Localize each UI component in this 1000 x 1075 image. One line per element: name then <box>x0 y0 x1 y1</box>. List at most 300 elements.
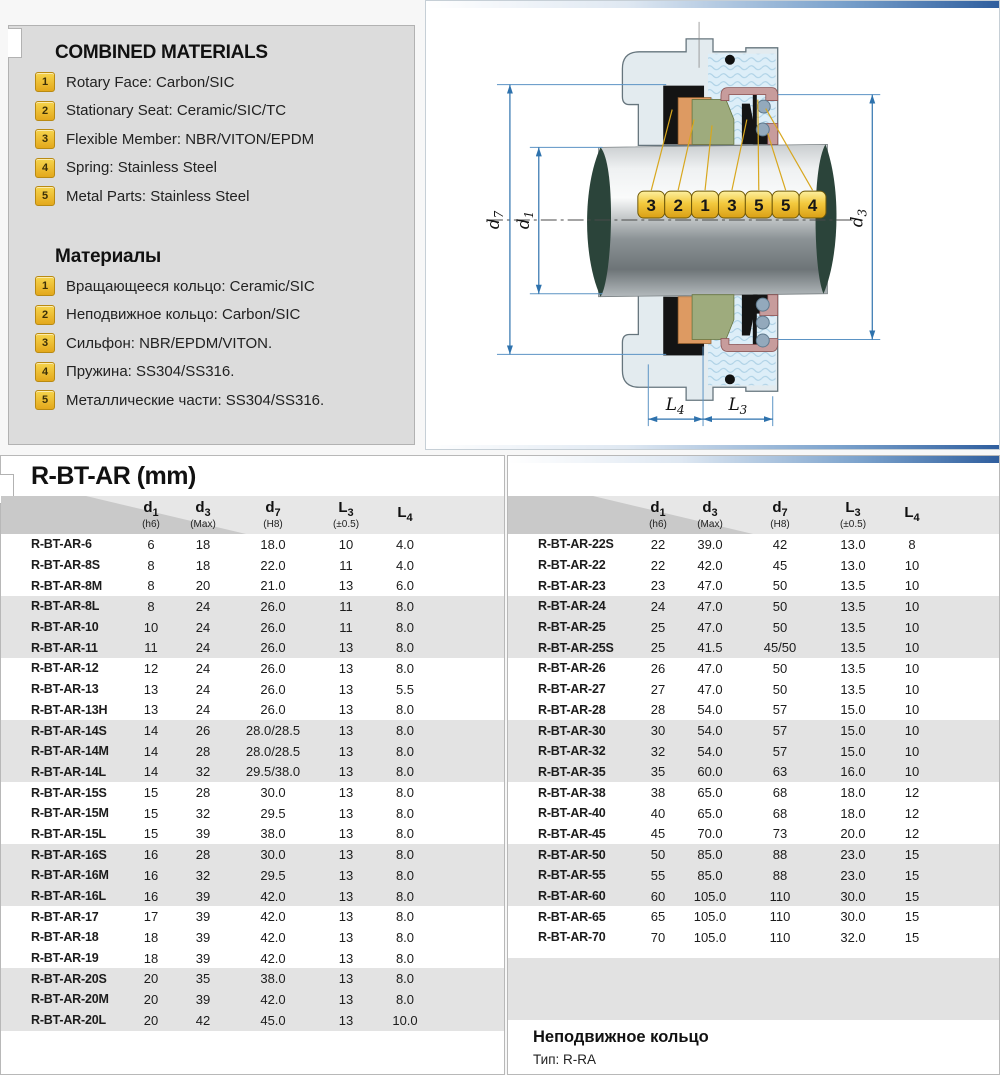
model-cell: R-BT-AR-16M <box>31 868 109 883</box>
L4-cell: 8.0 <box>395 867 415 883</box>
L3-cell: 13 <box>338 929 354 945</box>
d1-cell: 23 <box>650 578 666 594</box>
L4-cell: 8.0 <box>395 888 415 904</box>
model-cell: R-BT-AR-65 <box>538 909 606 924</box>
L4-cell: 15 <box>904 909 920 925</box>
column-header: $d_7$ (H8) <box>263 498 283 530</box>
dim-label-d3: $d_3$ <box>846 208 870 228</box>
d7-cell: 26.0 <box>260 660 286 676</box>
L3-cell: 18.0 <box>840 785 866 801</box>
material-text: Пружина: SS304/SS316. <box>66 363 235 380</box>
material-text: Metal Parts: Stainless Steel <box>66 187 250 205</box>
L4-cell: 8.0 <box>395 805 415 821</box>
L3-cell: 13.0 <box>840 536 866 552</box>
d1-cell: 40 <box>650 805 666 821</box>
d3-cell: 54.0 <box>697 723 723 739</box>
column-header: $L_4$ <box>904 504 920 525</box>
model-cell: R-BT-AR-15S <box>31 785 107 800</box>
d3-cell: 42.0 <box>697 557 723 573</box>
L3-cell: 13 <box>338 785 354 801</box>
d1-cell: 30 <box>650 723 666 739</box>
table-row <box>1 658 504 679</box>
table-row <box>508 637 999 658</box>
d7-cell: 110 <box>769 909 791 925</box>
table-row <box>1 865 504 886</box>
model-cell: R-BT-AR-25 <box>538 620 606 635</box>
L3-cell: 13 <box>338 950 354 966</box>
callout-box <box>665 191 692 218</box>
column-header: $d_1$ (h6) <box>142 498 160 530</box>
model-cell: R-BT-AR-60 <box>538 889 606 904</box>
d1-cell: 28 <box>650 702 666 718</box>
L3-cell: 13 <box>338 681 354 697</box>
model-cell: R-BT-AR-14M <box>31 744 109 759</box>
d7-cell: 50 <box>772 660 788 676</box>
list-item <box>35 129 414 149</box>
d7-cell: 29.5 <box>260 805 286 821</box>
L4-cell: 5.5 <box>395 681 415 697</box>
d3-cell: 54.0 <box>697 702 723 718</box>
L3-cell: 30.0 <box>840 909 866 925</box>
d3-cell: 24 <box>195 640 211 656</box>
model-cell: R-BT-AR-23 <box>538 578 606 593</box>
svg-text:3: 3 <box>727 196 737 216</box>
L4-cell: 8 <box>908 536 916 552</box>
d3-cell: 47.0 <box>697 578 723 594</box>
L4-cell: 12 <box>904 805 920 821</box>
L3-cell: 15.0 <box>840 723 866 739</box>
d3-cell: 41.5 <box>697 640 723 656</box>
d3-cell: 85.0 <box>697 847 723 863</box>
model-cell: R-BT-AR-8S <box>31 558 100 573</box>
L4-cell: 8.0 <box>395 991 415 1007</box>
number-badge: 4 <box>35 362 55 382</box>
d3-cell: 85.0 <box>697 867 723 883</box>
number-badge: 1 <box>35 276 55 296</box>
material-text: Неподвижное кольцо: Carbon/SIC <box>66 306 301 323</box>
d3-cell: 39 <box>195 929 211 945</box>
d1-cell: 20 <box>143 971 159 987</box>
d3-cell: 24 <box>195 598 211 614</box>
table-row <box>1 679 504 700</box>
d1-cell: 27 <box>650 681 666 697</box>
d7-cell: 57 <box>772 743 788 759</box>
model-cell: R-BT-AR-28 <box>538 702 606 717</box>
L4-cell: 8.0 <box>395 950 415 966</box>
L4-cell: 8.0 <box>395 640 415 656</box>
model-cell: R-BT-AR-17 <box>31 909 99 924</box>
table-row <box>508 658 999 679</box>
table-row <box>1 782 504 803</box>
model-cell: R-BT-AR-45 <box>538 826 606 841</box>
d7-cell: 110 <box>769 888 791 904</box>
L4-cell: 10 <box>904 619 920 635</box>
d7-cell: 50 <box>772 598 788 614</box>
d7-cell: 50 <box>772 681 788 697</box>
L3-cell: 15.0 <box>840 702 866 718</box>
model-cell: R-BT-AR-20M <box>31 992 109 1007</box>
L4-cell: 10 <box>904 640 920 656</box>
d3-cell: 32 <box>195 805 211 821</box>
d1-cell: 8 <box>147 578 155 594</box>
table-row <box>508 803 999 824</box>
table-row <box>508 927 999 948</box>
model-cell: R-BT-AR-70 <box>538 930 606 945</box>
d3-cell: 24 <box>195 702 211 718</box>
L3-cell: 13 <box>338 805 354 821</box>
model-cell: R-BT-AR-38 <box>538 785 606 800</box>
model-cell: R-BT-AR-32 <box>538 744 606 759</box>
model-cell: R-BT-AR-50 <box>538 847 606 862</box>
table-header-right <box>508 496 999 534</box>
L3-cell: 23.0 <box>840 867 866 883</box>
d7-cell: 57 <box>772 702 788 718</box>
L3-cell: 13 <box>338 826 354 842</box>
table-row <box>1 575 504 596</box>
table-row <box>508 782 999 803</box>
L4-cell: 10.0 <box>392 1012 418 1028</box>
material-text: Металлические части: SS304/SS316. <box>66 391 325 409</box>
L4-cell: 10 <box>904 578 920 594</box>
d7-cell: 22.0 <box>260 557 286 573</box>
d7-cell: 42.0 <box>260 950 286 966</box>
d7-cell: 50 <box>772 619 788 635</box>
d7-cell: 29.5 <box>260 867 286 883</box>
table-row <box>508 720 999 741</box>
model-cell: R-BT-AR-26 <box>538 661 606 676</box>
L3-cell: 30.0 <box>840 888 866 904</box>
materials-title-en: COMBINED MATERIALS <box>55 42 268 63</box>
d7-cell: 68 <box>772 805 788 821</box>
d3-cell: 54.0 <box>697 743 723 759</box>
model-cell: R-BT-AR-16S <box>31 847 107 862</box>
d7-cell: 28.0/28.5 <box>245 723 301 739</box>
L3-cell: 13 <box>338 847 354 863</box>
L3-cell: 13.5 <box>840 578 866 594</box>
L3-cell: 13.5 <box>840 640 866 656</box>
callout-box <box>638 191 665 218</box>
table-row <box>508 617 999 638</box>
model-cell: R-BT-AR-55 <box>538 868 606 883</box>
L3-cell: 13 <box>338 723 354 739</box>
model-cell: R-BT-AR-25S <box>538 640 614 655</box>
d3-cell: 28 <box>195 785 211 801</box>
L3-cell: 32.0 <box>840 929 866 945</box>
d1-cell: 10 <box>143 619 159 635</box>
materials-list-ru <box>35 276 414 410</box>
callout-boxes <box>638 191 826 218</box>
material-text: Stationary Seat: Ceramic/SIC/TC <box>66 102 287 119</box>
L3-cell: 11 <box>339 598 353 614</box>
model-cell: R-BT-AR-30 <box>538 723 606 738</box>
d3-cell: 70.0 <box>697 826 723 842</box>
L4-cell: 8.0 <box>395 826 415 842</box>
table-row <box>508 575 999 596</box>
d7-cell: 45 <box>772 557 788 573</box>
d7-cell: 73 <box>772 826 788 842</box>
d3-cell: 105.0 <box>693 929 727 945</box>
d7-cell: 110 <box>769 929 791 945</box>
L4-cell: 8.0 <box>395 764 415 780</box>
d1-cell: 18 <box>143 929 159 945</box>
column-header: $d_7$ (H8) <box>770 498 790 530</box>
table-row <box>1 700 504 721</box>
model-cell: R-BT-AR-40 <box>538 806 606 821</box>
callout-box <box>692 191 719 218</box>
d1-cell: 18 <box>143 950 159 966</box>
table-row <box>1 968 504 989</box>
model-cell: R-BT-AR-11 <box>31 640 98 655</box>
list-item <box>35 101 414 121</box>
column-header: $L_4$ <box>397 504 413 525</box>
d3-cell: 39 <box>195 888 211 904</box>
model-cell: R-BT-AR-13H <box>31 702 108 717</box>
d7-cell: 88 <box>772 847 788 863</box>
d1-cell: 15 <box>143 805 159 821</box>
svg-text:2: 2 <box>673 196 683 216</box>
callout-box <box>772 191 799 218</box>
list-item <box>35 72 414 92</box>
L4-cell: 4.0 <box>395 536 415 552</box>
footer-type-label: Тип: R-RA <box>533 1052 597 1067</box>
spec-table-right-panel <box>507 455 1000 1075</box>
table-row <box>1 886 504 907</box>
number-badge: 4 <box>35 158 55 178</box>
d3-cell: 24 <box>195 660 211 676</box>
d1-cell: 38 <box>650 785 666 801</box>
d1-cell: 65 <box>650 909 666 925</box>
d7-cell: 50 <box>772 578 788 594</box>
dim-label-d1: $d_1$ <box>512 210 536 230</box>
d3-cell: 32 <box>195 764 211 780</box>
table-row <box>1 1010 504 1031</box>
list-item <box>35 305 414 325</box>
table-row <box>508 534 999 555</box>
number-badge: 1 <box>35 72 55 92</box>
d3-cell: 65.0 <box>697 805 723 821</box>
d3-cell: 32 <box>195 867 211 883</box>
table-row <box>508 679 999 700</box>
dim-label-L4: $L_4$ <box>665 394 685 418</box>
d3-cell: 60.0 <box>697 764 723 780</box>
d7-cell: 26.0 <box>260 702 286 718</box>
L3-cell: 13 <box>338 702 354 718</box>
d3-cell: 28 <box>195 743 211 759</box>
bolt-dot-top <box>725 55 735 65</box>
seal-cross-section-diagram <box>426 8 999 449</box>
d1-cell: 20 <box>143 1012 159 1028</box>
L4-cell: 10 <box>904 598 920 614</box>
L3-cell: 13 <box>338 764 354 780</box>
d1-cell: 11 <box>144 640 158 656</box>
d3-cell: 18 <box>195 536 211 552</box>
model-cell: R-BT-AR-8L <box>31 599 100 614</box>
d1-cell: 12 <box>143 660 159 676</box>
page-title: R-BT-AR (mm) <box>31 462 196 490</box>
svg-text:4: 4 <box>807 196 818 216</box>
model-cell: R-BT-AR-35 <box>538 764 606 779</box>
d7-cell: 18.0 <box>260 536 286 552</box>
callout-box <box>799 191 826 218</box>
number-badge: 2 <box>35 101 55 121</box>
table-row <box>508 824 999 845</box>
d7-cell: 88 <box>772 867 788 883</box>
model-cell: R-BT-AR-15L <box>31 826 106 841</box>
L3-cell: 20.0 <box>840 826 866 842</box>
L3-cell: 13.5 <box>840 598 866 614</box>
d3-cell: 42 <box>195 1012 211 1028</box>
d7-cell: 68 <box>772 785 788 801</box>
list-item <box>35 158 414 178</box>
L4-cell: 8.0 <box>395 702 415 718</box>
L3-cell: 13 <box>338 1012 354 1028</box>
list-item <box>35 186 414 206</box>
d3-cell: 26 <box>195 723 211 739</box>
materials-list-en <box>35 72 414 206</box>
table-row <box>508 844 999 865</box>
svg-text:5: 5 <box>754 196 764 216</box>
L3-cell: 13 <box>338 991 354 1007</box>
d1-cell: 14 <box>143 764 159 780</box>
L4-cell: 10 <box>904 557 920 573</box>
material-text: Rotary Face: Carbon/SIC <box>66 73 235 91</box>
L4-cell: 8.0 <box>395 929 415 945</box>
d7-cell: 26.0 <box>260 598 286 614</box>
model-cell: R-BT-AR-10 <box>31 620 99 635</box>
L4-cell: 8.0 <box>395 598 415 614</box>
column-header: $L_3$ (±0.5) <box>839 498 867 530</box>
svg-text:1: 1 <box>700 196 710 216</box>
L4-cell: 15 <box>904 867 920 883</box>
model-cell: R-BT-AR-15M <box>31 806 109 821</box>
d1-cell: 16 <box>143 867 159 883</box>
d3-cell: 39.0 <box>697 536 723 552</box>
d3-cell: 65.0 <box>697 785 723 801</box>
number-badge: 3 <box>35 333 55 353</box>
d1-cell: 55 <box>650 867 666 883</box>
L3-cell: 13 <box>338 640 354 656</box>
d1-cell: 22 <box>650 536 666 552</box>
model-cell: R-BT-AR-20S <box>31 971 107 986</box>
table-body-right <box>508 534 999 948</box>
L4-cell: 15 <box>904 847 920 863</box>
spacer-band <box>508 958 999 1020</box>
number-badge: 2 <box>35 305 55 325</box>
list-item <box>35 276 414 296</box>
column-header: $d_1$ (h6) <box>649 498 667 530</box>
table-row <box>1 803 504 824</box>
material-text: Flexible Member: NBR/VITON/EPDM <box>66 130 315 148</box>
d3-cell: 47.0 <box>697 598 723 614</box>
d1-cell: 35 <box>650 764 666 780</box>
d1-cell: 25 <box>650 640 666 656</box>
d3-cell: 28 <box>195 847 211 863</box>
column-header: $d_3$ (Max) <box>697 498 723 530</box>
L4-cell: 8.0 <box>395 619 415 635</box>
table-row <box>1 824 504 845</box>
L4-cell: 8.0 <box>395 660 415 676</box>
L3-cell: 13 <box>338 888 354 904</box>
d1-cell: 15 <box>143 785 159 801</box>
d1-cell: 24 <box>650 598 666 614</box>
list-item <box>35 362 414 382</box>
svg-text:5: 5 <box>780 196 791 216</box>
d1-cell: 17 <box>143 909 159 925</box>
L3-cell: 16.0 <box>840 764 866 780</box>
L3-cell: 23.0 <box>840 847 866 863</box>
model-cell: R-BT-AR-20L <box>31 1013 106 1028</box>
model-cell: R-BT-AR-19 <box>31 951 99 966</box>
d1-cell: 15 <box>143 826 159 842</box>
d7-cell: 26.0 <box>260 619 286 635</box>
d3-cell: 47.0 <box>697 660 723 676</box>
d1-cell: 70 <box>650 929 666 945</box>
d7-cell: 21.0 <box>260 578 286 594</box>
d7-cell: 45/50 <box>763 640 797 656</box>
L4-cell: 8.0 <box>395 723 415 739</box>
d1-cell: 32 <box>650 743 666 759</box>
model-cell: R-BT-AR-18 <box>31 930 99 945</box>
table-row <box>1 534 504 555</box>
table-row <box>508 906 999 927</box>
list-item <box>35 333 414 353</box>
d1-cell: 25 <box>650 619 666 635</box>
table-row <box>508 596 999 617</box>
table-row <box>1 906 504 927</box>
L4-cell: 10 <box>904 764 920 780</box>
L4-cell: 8.0 <box>395 743 415 759</box>
d7-cell: 42.0 <box>260 909 286 925</box>
table-row <box>1 844 504 865</box>
d1-cell: 8 <box>147 557 155 573</box>
L4-cell: 8.0 <box>395 909 415 925</box>
table-row <box>508 700 999 721</box>
gradient-bar <box>426 1 999 8</box>
d7-cell: 42.0 <box>260 929 286 945</box>
d1-cell: 22 <box>650 557 666 573</box>
L4-cell: 8.0 <box>395 847 415 863</box>
d1-cell: 20 <box>143 991 159 1007</box>
d3-cell: 105.0 <box>693 888 727 904</box>
table-row <box>1 637 504 658</box>
model-cell: R-BT-AR-27 <box>538 682 606 697</box>
L3-cell: 10 <box>338 536 354 552</box>
d7-cell: 63 <box>772 764 788 780</box>
panel-edge-tab <box>8 28 22 58</box>
d3-cell: 47.0 <box>697 619 723 635</box>
model-cell: R-BT-AR-16L <box>31 889 106 904</box>
d7-cell: 26.0 <box>260 681 286 697</box>
model-cell: R-BT-AR-6 <box>31 537 92 552</box>
L4-cell: 10 <box>904 702 920 718</box>
model-cell: R-BT-AR-8M <box>31 578 102 593</box>
d1-cell: 50 <box>650 847 666 863</box>
L4-cell: 15 <box>904 929 920 945</box>
materials-title-ru: Материалы <box>55 246 161 267</box>
d1-cell: 13 <box>143 681 159 697</box>
table-row <box>1 720 504 741</box>
L4-cell: 10 <box>904 681 920 697</box>
callout-box <box>718 191 745 218</box>
L4-cell: 12 <box>904 785 920 801</box>
d1-cell: 16 <box>143 888 159 904</box>
d3-cell: 35 <box>195 971 211 987</box>
d7-cell: 45.0 <box>260 1012 286 1028</box>
d3-cell: 20 <box>195 578 211 594</box>
column-header: $L_3$ (±0.5) <box>332 498 360 530</box>
diagram-panel <box>425 0 1000 450</box>
model-cell: R-BT-AR-13 <box>31 682 99 697</box>
